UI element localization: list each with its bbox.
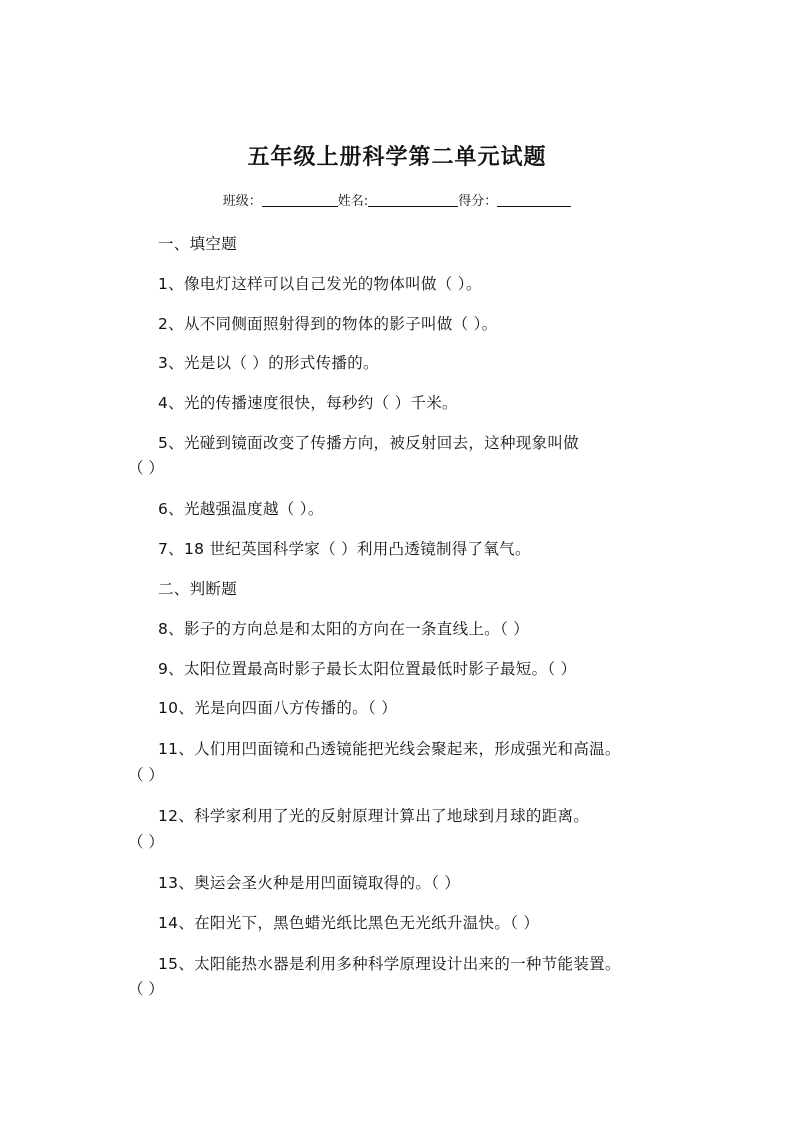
question-12: 12、科学家利用了光的反射原理计算出了地球到月球的距离。: [158, 807, 590, 825]
question-10: 10、光是向四面八方传播的。（ ）: [158, 699, 398, 717]
question-11: 11、人们用凹面镜和凸透镜能把光线会聚起来，形成强光和高温。: [158, 740, 621, 758]
score-blank[interactable]: [497, 192, 571, 207]
question-5-answer-paren: （ ）: [128, 459, 164, 477]
question-15: 15、太阳能热水器是利用多种科学原理设计出来的一种节能装置。: [158, 955, 621, 973]
student-info-line: [0, 190, 794, 209]
question-2: 2、从不同侧面照射得到的物体的影子叫做（ ）。: [158, 315, 498, 333]
class-label: 班级：: [222, 194, 262, 209]
question-5: 5、光碰到镜面改变了传播方向，被反射回去，这种现象叫做: [158, 434, 579, 452]
page-title: 五年级上册科学第二单元试题: [247, 144, 547, 170]
question-13: 13、奥运会圣火种是用凹面镜取得的。（ ）: [158, 874, 461, 892]
score-label: 得分：: [458, 194, 498, 209]
name-label: 姓名:: [337, 194, 369, 209]
question-4: 4、光的传播速度很快，每秒约（ ）千米。: [158, 394, 458, 412]
question-8: 8、影子的方向总是和太阳的方向在一条直线上。（ ）: [158, 620, 530, 638]
class-blank[interactable]: [262, 192, 338, 207]
question-9: 9、太阳位置最高时影子最长太阳位置最低时影子最短。（ ）: [158, 660, 577, 678]
section-heading-fill-blank: 一、填空题: [158, 235, 238, 253]
question-3: 3、光是以（ ）的形式传播的。: [158, 354, 379, 372]
section-heading-true-false: 二、判断题: [158, 580, 238, 598]
question-14: 14、在阳光下，黑色蜡光纸比黑色无光纸升温快。（ ）: [158, 914, 540, 932]
question-12-answer-paren: （ ）: [128, 833, 164, 851]
question-15-answer-paren: （ ）: [128, 980, 164, 998]
question-7: 7、18 世纪英国科学家（ ）利用凸透镜制得了氧气。: [158, 540, 531, 558]
question-6: 6、光越强温度越（ ）。: [158, 500, 324, 518]
name-blank[interactable]: [368, 192, 458, 207]
question-11-answer-paren: （ ）: [128, 766, 164, 784]
question-1: 1、像电灯这样可以自己发光的物体叫做（ ）。: [158, 275, 482, 293]
